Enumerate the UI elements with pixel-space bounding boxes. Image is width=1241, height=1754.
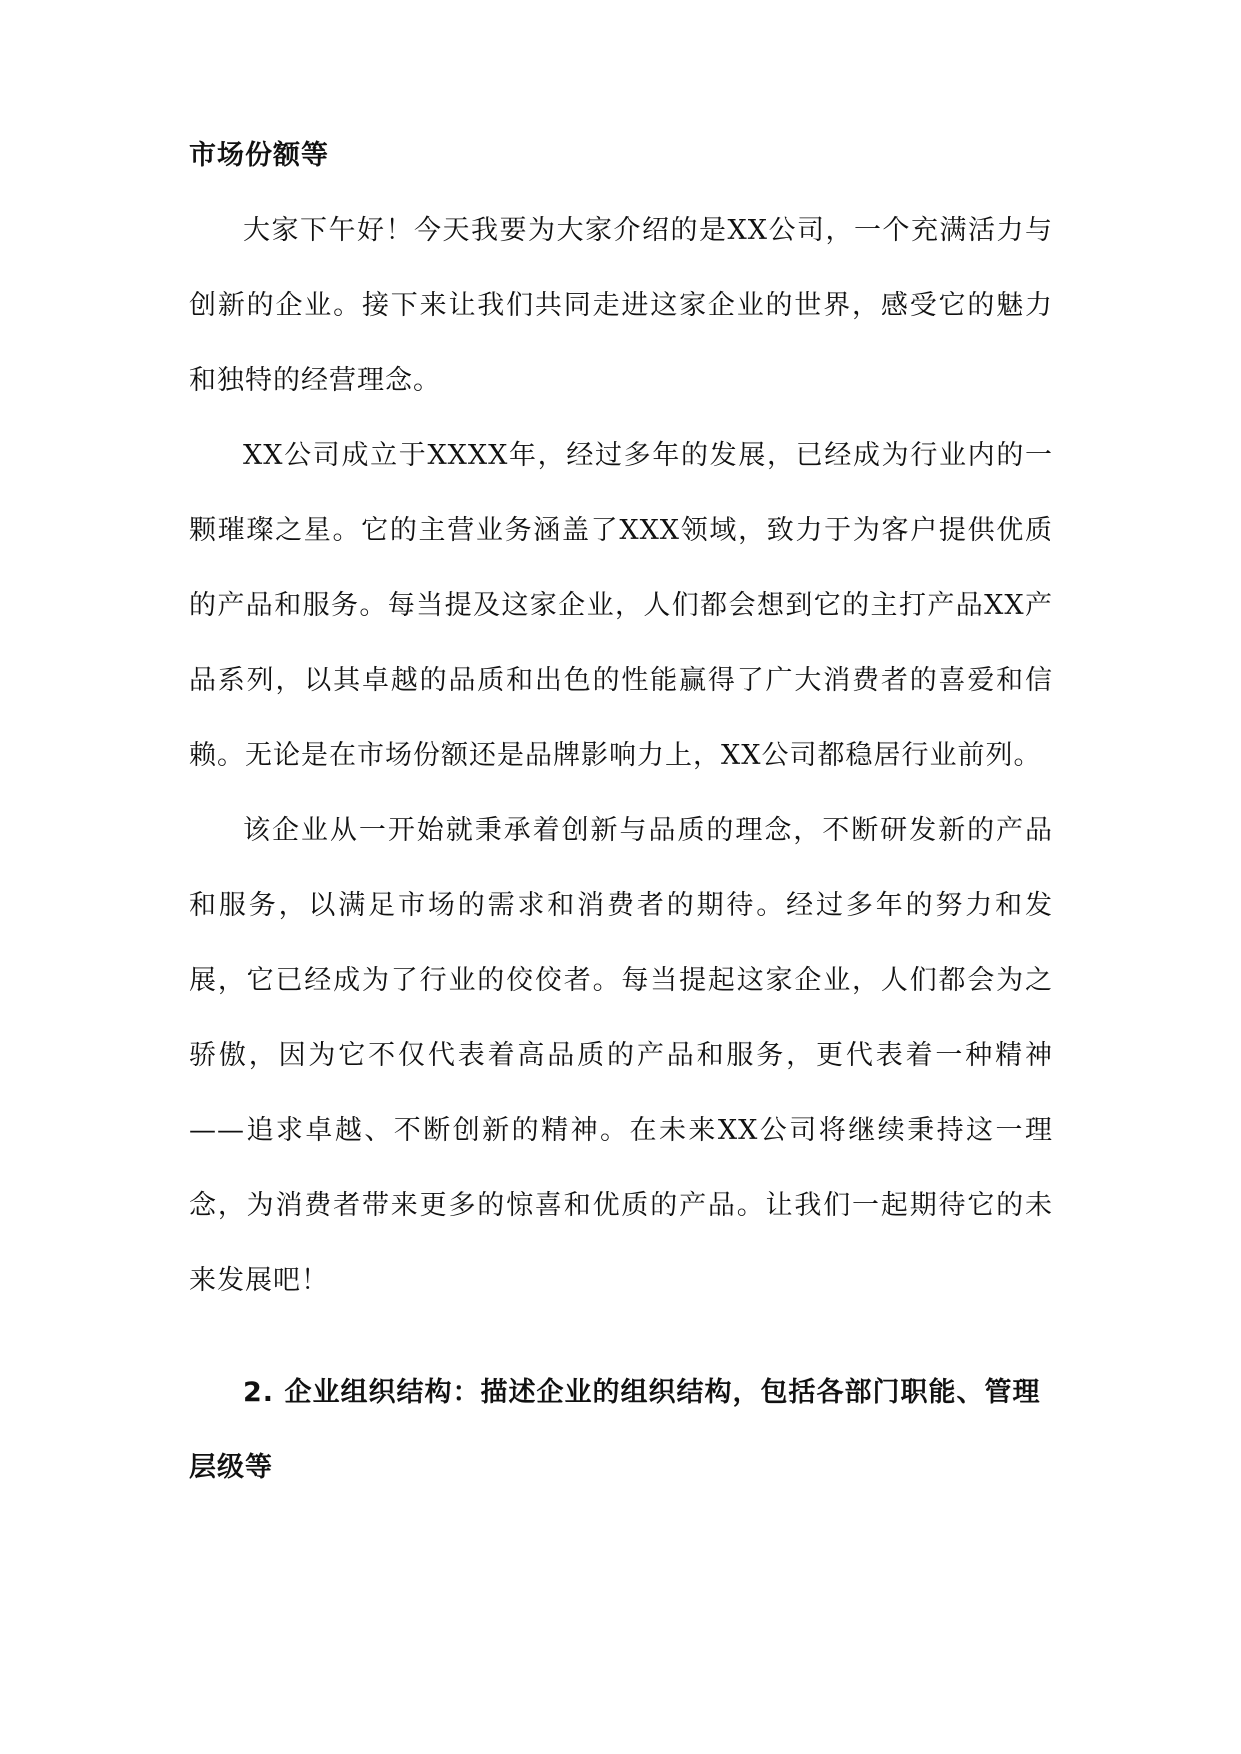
- paragraph-company-philosophy: 该企业从一开始就秉承着创新与品质的理念，不断研发新的产品和服务，以满足市场的需求和消费者的期待。经过多年的努力和发展，它已经成为了行业的佼佼者。每当提起这家企业，人们都会为之骄傲，因为它不仅代表着高品质的产品和服务，更代表着一种精神——追求卓越、不断创新的精神。在未来XX公司将继续秉持这一理念，为消费者带来更多的惊喜和优质的产品。让我们一起期待它的未来发展吧！: [189, 815, 1053, 1296]
- section-heading-org-structure: 2. 企业组织结构：描述企业的组织结构，包括各部门职能、管理层级等: [189, 1377, 1041, 1483]
- continued-heading: 市场份额等: [189, 140, 329, 171]
- paragraph-intro: 大家下午好！今天我要为大家介绍的是XX公司，一个充满活力与创新的企业。接下来让我们共同走进这家企业的世界，感受它的魅力和独特的经营理念。: [189, 215, 1053, 396]
- document-body: [189, 118, 1053, 1505]
- paragraph-company-history: XX公司成立于XXXX年，经过多年的发展，已经成为行业内的一颗璀璨之星。它的主营业务涵盖了XXX领域，致力于为客户提供优质的产品和服务。每当提及这家企业，人们都会想到它的主打产品XX产品系列，以其卓越的品质和出色的性能赢得了广大消费者的喜爱和信赖。无论是在市场份额还是品牌影响力上，XX公司都稳居行业前列。: [189, 440, 1053, 771]
